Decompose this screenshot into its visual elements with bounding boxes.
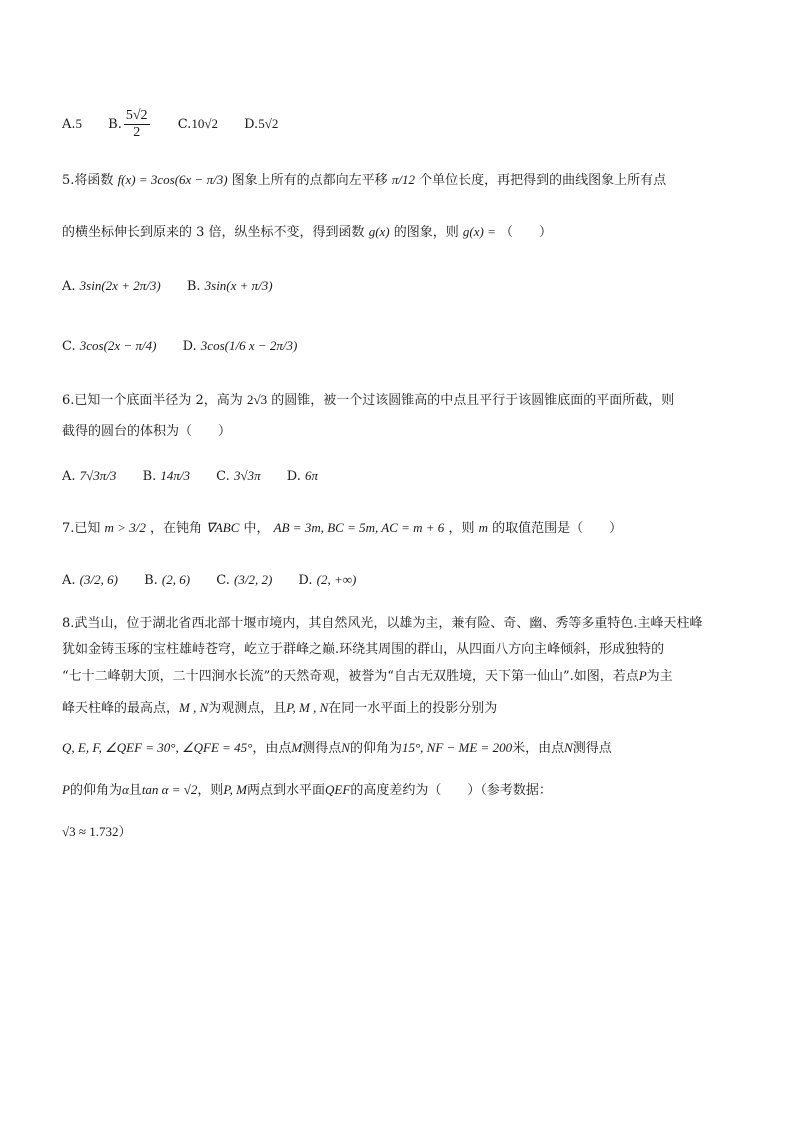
- q6-option-a: A. 7√3π/3: [62, 468, 117, 484]
- q5-option-a: A. 3sin(2x + 2π/3): [62, 278, 161, 294]
- q4-option-d: D.5√2: [244, 116, 279, 132]
- q7-option-a: A. (3/2, 6): [62, 572, 118, 588]
- q4-options-row: [62, 108, 300, 141]
- q5-options-row-1: [62, 276, 295, 297]
- q7-line-1: 7.已知 m > 3/2 ，在钝角 ∇ABC 中， AB = 3m, BC = 5m, AC = m + 6 ，则 m 的取值范围是（ ）: [62, 520, 623, 536]
- q5-options-row-2: [62, 336, 319, 357]
- q6-line-1: 6.已知一个底面半径为 2，高为 2√3 的圆锥，被一个过该圆锥高的中点且平行于该圆锥底面的平面所截，则: [62, 392, 675, 408]
- q7-option-b: B. (2, 6): [144, 572, 191, 588]
- q5-shift: π/12: [391, 172, 415, 187]
- q4-option-a: A.5: [62, 116, 83, 132]
- q8-line-5: Q, E, F, ∠QEF = 30°, ∠QFE = 45°，由点M测得点N的仰角为15°, NF − ME = 200米，由点N测得点: [62, 740, 612, 756]
- q7-option-c: C. (3/2, 2): [216, 572, 273, 588]
- q6-option-c: C. 3√3π: [216, 468, 261, 484]
- q7-option-d: D. (2, +∞): [298, 572, 357, 588]
- q8-line-2: 犹如金铸玉琢的宝柱雄峙苍穹，屹立于群峰之巅.环绕其周围的群山，从四面八方向主峰倾斜，形成独特的: [62, 642, 665, 657]
- q6-option-d: D. 6π: [286, 468, 318, 484]
- q5-line-1: 5.将函数 f(x) = 3cos(6x − π/3) 图象上所有的点都向左平移 π/12 个单位长度，再把得到的曲线图象上所有点: [62, 172, 667, 188]
- q8-line-3: “七十二峰朝大顶，二十四涧水长流”的天然奇观，被誉为“自古无双胜境，天下第一仙山”.如图，若点P为主: [62, 668, 673, 684]
- q4-option-c: C.10√2: [177, 116, 218, 132]
- q8-line-6: P的仰角为α且tan α = √2，则P, M两点到水平面QEF的高度差约为（ ）（参考数据：: [62, 782, 552, 798]
- q6-option-b: B. 14π/3: [142, 468, 191, 484]
- q8-line-1: 8.武当山，位于湖北省西北部十堰市境内，其自然风光，以雄为主，兼有险、奇、幽、秀等多重特色.主峰天柱峰: [62, 616, 703, 631]
- q5-option-c: C. 3cos(2x − π/4): [62, 338, 157, 354]
- q5-line-2: 的横坐标伸长到原来的 3 倍，纵坐标不变，得到函数 g(x) 的图象，则 g(x) = （ ）: [62, 224, 553, 240]
- q5-option-b: B. 3sin(x + π/3): [186, 278, 273, 294]
- q4-option-b: B. $\frac{5√2}{2}$: [108, 108, 148, 140]
- q6-line-2: 截得的圆台的体积为（ ）: [62, 424, 232, 439]
- q5-option-d: D. 3cos(1/6 x − 2π/3): [182, 338, 298, 354]
- q6-options-row: [62, 466, 340, 487]
- q5-function: f(x) = 3cos(6x − π/3): [117, 172, 228, 187]
- q7-options-row: [62, 570, 378, 591]
- q8-line-7: √3 ≈ 1.732）: [62, 824, 132, 839]
- q8-line-4: 峰天柱峰的最高点，M , N为观测点，且P, M , N在同一水平面上的投影分别为: [62, 700, 498, 716]
